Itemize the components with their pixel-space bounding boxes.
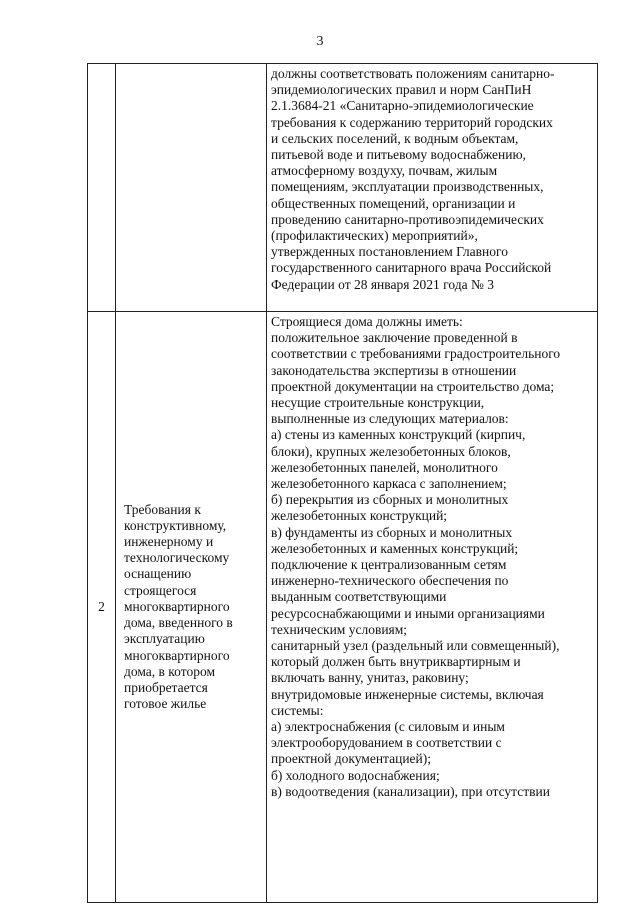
text-line: требования к содержанию территорий городских xyxy=(271,114,553,130)
text-line: подключение к централизованным сетям xyxy=(271,557,507,573)
text-line: положительное заключение проведенной в xyxy=(271,330,518,346)
text-line: соответствии с требованиями градостроительного xyxy=(271,346,561,362)
text-line: приобретается xyxy=(124,679,208,695)
text-line: ресурсоснабжающими и иными организациями xyxy=(271,605,545,621)
page-number: 3 xyxy=(316,34,324,49)
text-line: технологическому xyxy=(124,550,230,566)
text-line: инженерно-технического обеспечения по xyxy=(271,573,509,589)
text-line: дома, в котором xyxy=(124,663,216,679)
text-line: проведению санитарно-противоэпидемических xyxy=(271,211,544,227)
text-line: государственного санитарного врача Российской xyxy=(271,260,552,276)
text-line: законодательства экспертизы в отношении xyxy=(271,362,517,378)
text-line: многоквартирного xyxy=(124,598,230,614)
text-line: железобетонных панелей, монолитного xyxy=(271,459,498,475)
text-line: железобетонного каркаса с заполнением; xyxy=(271,476,507,492)
text-line: Строящиеся дома должны иметь: xyxy=(271,314,463,329)
text-line: блоки), крупных железобетонных блоков, xyxy=(271,443,511,459)
table-row xyxy=(88,312,598,903)
requirements-table xyxy=(87,63,598,903)
text-line: проектной документации на строительство дома; xyxy=(271,378,555,394)
text-line: железобетонных конструкций; xyxy=(271,508,448,524)
text-line: включать ванну, унитаз, раковину; xyxy=(271,670,469,686)
row-number-cell xyxy=(88,312,116,903)
text-line: санитарный узел (раздельный или совмещенный), xyxy=(271,638,560,654)
text-line: а) электроснабжения (с силовым и иным xyxy=(271,719,505,735)
text-line: дома, введенного в xyxy=(124,615,233,631)
content-text xyxy=(267,312,597,800)
text-line: атмосферному воздуху, почвам, жилым xyxy=(271,163,498,179)
content-text xyxy=(267,64,597,293)
text-line: проектной документацией); xyxy=(271,751,432,767)
requirement-cell xyxy=(116,64,267,312)
text-line: который должен быть внутриквартирным и xyxy=(271,654,521,670)
text-line: многоквартирного xyxy=(124,647,230,663)
text-line: (профилактических) мероприятий», xyxy=(271,228,478,244)
text-line: б) перекрытия из сборных и монолитных xyxy=(271,492,509,508)
requirement-cell xyxy=(116,312,267,903)
text-line: помещениям, эксплуатации производственных, xyxy=(271,179,544,195)
text-line: должны соответствовать положениям санитарно- xyxy=(271,66,555,81)
text-line: а) стены из каменных конструкций (кирпич, xyxy=(271,427,526,443)
text-line: б) холодного водоснабжения; xyxy=(271,767,440,783)
text-line: системы: xyxy=(271,702,324,718)
text-line: инженерному и xyxy=(124,534,214,550)
row-number-cell xyxy=(88,64,116,312)
text-line: несущие строительные конструкции, xyxy=(271,395,485,411)
text-line: Федерации от 28 января 2021 года № 3 xyxy=(271,276,494,292)
text-line: эпидемиологических правил и норм СанПиН xyxy=(271,82,532,98)
table-row xyxy=(88,64,598,312)
requirement-text xyxy=(116,502,266,713)
text-line: выданным соответствующими xyxy=(271,589,447,605)
text-line: в) фундаменты из сборных и монолитных xyxy=(271,524,513,540)
text-line: готовое жилье xyxy=(124,696,207,712)
text-line: техническим условиям; xyxy=(271,621,408,637)
text-line: эксплуатацию xyxy=(124,631,205,647)
text-line: и сельских поселений, к водным объектам, xyxy=(271,130,519,146)
text-line: конструктивному, xyxy=(124,517,227,533)
text-line: выполненные из следующих материалов: xyxy=(271,411,509,427)
text-line: Требования к xyxy=(124,501,201,517)
text-line: утвержденных постановлением Главного xyxy=(271,244,508,260)
text-line: 2.1.3684-21 «Санитарно-эпидемиологические xyxy=(271,98,534,114)
text-line: питьевой воде и питьевому водоснабжению, xyxy=(271,147,526,163)
row-number: 2 xyxy=(98,598,105,614)
text-line: электрооборудованием в соответствии с xyxy=(271,735,502,751)
content-cell xyxy=(267,64,598,312)
text-line: в) водоотведения (канализации), при отсутствии xyxy=(271,783,550,799)
text-line: внутридомовые инженерные системы, включая xyxy=(271,686,544,702)
text-line: общественных помещений, организации и xyxy=(271,195,516,211)
text-line: строящегося xyxy=(124,582,197,598)
text-line: оснащению xyxy=(124,566,192,582)
content-cell xyxy=(267,312,598,903)
text-line: железобетонных и каменных конструкций; xyxy=(271,540,519,556)
